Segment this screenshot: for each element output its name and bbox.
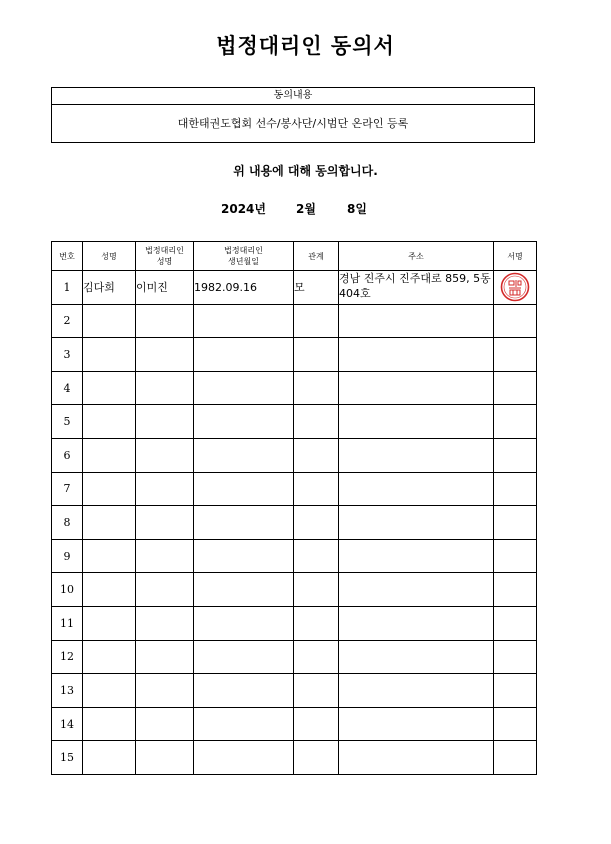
signature-cell xyxy=(494,405,537,439)
header-guardian-name xyxy=(136,242,194,271)
address: 경남 진주시 진주대로 859, 5동 404호 xyxy=(339,271,494,305)
participant-name xyxy=(83,674,136,708)
signature-cell xyxy=(494,506,537,540)
address xyxy=(339,741,494,775)
relation xyxy=(294,338,339,372)
header-guardian-birth-line1: 법정대리인 xyxy=(224,246,263,255)
guardian-name xyxy=(136,539,194,573)
relation xyxy=(294,640,339,674)
address xyxy=(339,674,494,708)
participant-name xyxy=(83,371,136,405)
consent-content-box xyxy=(51,87,535,143)
signature-cell xyxy=(494,640,537,674)
row-number: 5 xyxy=(52,405,83,439)
row-number: 7 xyxy=(52,472,83,506)
row-number: 12 xyxy=(52,640,83,674)
signature-cell xyxy=(494,539,537,573)
row-number: 14 xyxy=(52,707,83,741)
guardian-birthdate xyxy=(194,338,294,372)
address xyxy=(339,707,494,741)
address xyxy=(339,438,494,472)
table-row xyxy=(52,371,537,405)
table-row xyxy=(52,405,537,439)
guardian-birthdate xyxy=(194,539,294,573)
row-number: 4 xyxy=(52,371,83,405)
guardian-birthdate xyxy=(194,506,294,540)
table-row xyxy=(52,338,537,372)
header-guardian-birth-line2: 생년월일 xyxy=(228,257,259,266)
guardian-consent-table xyxy=(51,241,537,775)
guardian-birthdate xyxy=(194,640,294,674)
address xyxy=(339,606,494,640)
table-row xyxy=(52,640,537,674)
row-number: 8 xyxy=(52,506,83,540)
relation xyxy=(294,438,339,472)
participant-name: 김다희 xyxy=(83,271,136,305)
guardian-birthdate xyxy=(194,573,294,607)
consent-body: 대한태권도협회 선수/봉사단/시범단 온라인 등록 xyxy=(177,117,409,130)
guardian-name xyxy=(136,304,194,338)
table-row xyxy=(52,472,537,506)
table-row xyxy=(52,573,537,607)
header-address: 주소 xyxy=(339,242,494,271)
guardian-birthdate xyxy=(194,606,294,640)
table-row xyxy=(52,271,537,305)
row-number: 9 xyxy=(52,539,83,573)
relation xyxy=(294,405,339,439)
signature-cell xyxy=(494,338,537,372)
guardian-birthdate xyxy=(194,371,294,405)
guardian-birthdate xyxy=(194,405,294,439)
signature-cell xyxy=(494,707,537,741)
address xyxy=(339,539,494,573)
relation xyxy=(294,539,339,573)
date-year: 2024년 xyxy=(221,202,266,216)
participant-name xyxy=(83,338,136,372)
relation xyxy=(294,707,339,741)
guardian-birthdate xyxy=(194,472,294,506)
date-day: 8일 xyxy=(347,202,367,216)
signature-cell xyxy=(494,472,537,506)
header-relation: 관계 xyxy=(294,242,339,271)
red-seal-stamp xyxy=(500,272,530,302)
table-row xyxy=(52,674,537,708)
signature-cell xyxy=(494,741,537,775)
row-number: 1 xyxy=(52,271,83,305)
address xyxy=(339,472,494,506)
signature-cell xyxy=(494,304,537,338)
participant-name xyxy=(83,606,136,640)
signature-cell xyxy=(494,438,537,472)
address xyxy=(339,640,494,674)
header-guardian-name-line1: 법정대리인 xyxy=(145,246,184,255)
participant-name xyxy=(83,506,136,540)
header-guardian-name-line2: 성명 xyxy=(156,257,173,266)
guardian-birthdate xyxy=(194,304,294,338)
guardian-birthdate xyxy=(194,438,294,472)
date-month: 2월 xyxy=(296,202,316,216)
table-row xyxy=(52,438,537,472)
header-no: 번호 xyxy=(52,242,83,271)
table-row xyxy=(52,539,537,573)
guardian-name xyxy=(136,405,194,439)
participant-name xyxy=(83,438,136,472)
participant-name xyxy=(83,472,136,506)
guardian-name: 이미진 xyxy=(136,271,194,305)
table-row xyxy=(52,304,537,338)
relation xyxy=(294,506,339,540)
participant-name xyxy=(83,707,136,741)
guardian-name xyxy=(136,741,194,775)
table-row xyxy=(52,606,537,640)
guardian-name xyxy=(136,640,194,674)
address xyxy=(339,573,494,607)
relation xyxy=(294,371,339,405)
relation xyxy=(294,573,339,607)
row-number: 11 xyxy=(52,606,83,640)
relation xyxy=(294,472,339,506)
participant-name xyxy=(83,304,136,338)
address xyxy=(339,405,494,439)
row-number: 15 xyxy=(52,741,83,775)
guardian-name xyxy=(136,371,194,405)
guardian-name xyxy=(136,438,194,472)
table-row xyxy=(52,506,537,540)
address xyxy=(339,338,494,372)
signature-cell xyxy=(494,674,537,708)
signature-cell xyxy=(494,371,537,405)
guardian-birthdate xyxy=(194,707,294,741)
row-number: 10 xyxy=(52,573,83,607)
table-header-row xyxy=(52,242,537,271)
header-signature: 서명 xyxy=(494,242,537,271)
relation xyxy=(294,741,339,775)
signature-cell xyxy=(494,573,537,607)
header-name: 성명 xyxy=(83,242,136,271)
participant-name xyxy=(83,741,136,775)
participant-name xyxy=(83,573,136,607)
participant-name xyxy=(83,640,136,674)
guardian-name xyxy=(136,472,194,506)
relation xyxy=(294,304,339,338)
header-guardian-birth xyxy=(194,242,294,271)
relation: 모 xyxy=(294,271,339,305)
row-number: 3 xyxy=(52,338,83,372)
signature-cell xyxy=(494,271,537,305)
row-number: 2 xyxy=(52,304,83,338)
participant-name xyxy=(83,539,136,573)
table-row xyxy=(52,707,537,741)
guardian-name xyxy=(136,707,194,741)
guardian-name xyxy=(136,674,194,708)
agree-statement: 위 내용에 대해 동의합니다. xyxy=(233,164,378,178)
table-row xyxy=(52,741,537,775)
address xyxy=(339,506,494,540)
participant-name xyxy=(83,405,136,439)
consent-date xyxy=(0,200,611,216)
guardian-birthdate xyxy=(194,741,294,775)
relation xyxy=(294,674,339,708)
consent-header: 동의내용 xyxy=(52,88,534,105)
signature-cell xyxy=(494,606,537,640)
document-title: 법정대리인 동의서 xyxy=(216,34,395,58)
relation xyxy=(294,606,339,640)
guardian-name xyxy=(136,506,194,540)
row-number: 13 xyxy=(52,674,83,708)
row-number: 6 xyxy=(52,438,83,472)
address xyxy=(339,371,494,405)
guardian-birthdate: 1982.09.16 xyxy=(194,271,294,305)
guardian-name xyxy=(136,606,194,640)
guardian-name xyxy=(136,573,194,607)
address xyxy=(339,304,494,338)
guardian-name xyxy=(136,338,194,372)
guardian-birthdate xyxy=(194,674,294,708)
